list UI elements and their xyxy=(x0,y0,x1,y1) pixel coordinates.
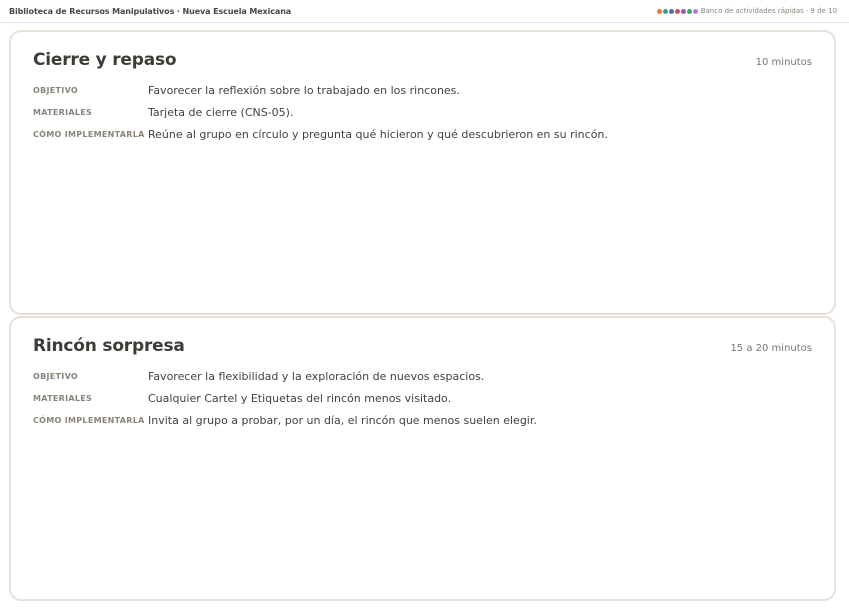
detail-row-objetivo xyxy=(33,83,812,98)
card-details xyxy=(33,83,812,149)
row-label: OBJETIVO xyxy=(33,86,79,95)
card-duration: 15 a 20 minutos xyxy=(730,343,812,354)
row-label: MATERIALES xyxy=(33,108,93,117)
row-value: Reúne al grupo en círculo y pregunta qué hicieron y qué descubrieron en su rincón. xyxy=(148,128,608,141)
row-value: Favorecer la reflexión sobre lo trabajado en los rincones. xyxy=(148,84,460,97)
activity-card xyxy=(9,316,836,601)
color-dots xyxy=(656,8,698,15)
row-value: Invita al grupo a probar, por un día, el rincón que menos suelen elegir. xyxy=(148,414,537,427)
row-value: Favorecer la flexibilidad y la exploración de nuevos espacios. xyxy=(148,370,485,383)
row-label: CÓMO IMPLEMENTARLA xyxy=(33,130,145,139)
page-indicator: Banco de actividades rápidas · 9 de 10 xyxy=(700,7,837,15)
detail-row-materiales xyxy=(33,105,812,120)
row-label: MATERIALES xyxy=(33,394,93,403)
card-duration: 10 minutos xyxy=(755,57,812,68)
row-label: OBJETIVO xyxy=(33,372,79,381)
detail-row-objetivo xyxy=(33,369,812,384)
detail-row-materiales xyxy=(33,391,812,406)
header-bar xyxy=(0,0,849,23)
detail-row-implementacion xyxy=(33,127,812,142)
card-details xyxy=(33,369,812,435)
brand-title: Biblioteca de Recursos Manipulativos · Nueva Escuela Mexicana xyxy=(9,6,292,16)
card-title: Cierre y repaso xyxy=(33,50,177,70)
row-label: CÓMO IMPLEMENTARLA xyxy=(33,416,145,425)
row-value: Tarjeta de cierre (CNS-05). xyxy=(148,106,294,119)
header-right xyxy=(656,7,837,15)
card-title: Rincón sorpresa xyxy=(33,336,185,356)
color-dot xyxy=(692,8,699,15)
activity-card xyxy=(9,30,836,315)
detail-row-implementacion xyxy=(33,413,812,428)
row-value: Cualquier Cartel y Etiquetas del rincón menos visitado. xyxy=(148,392,452,405)
